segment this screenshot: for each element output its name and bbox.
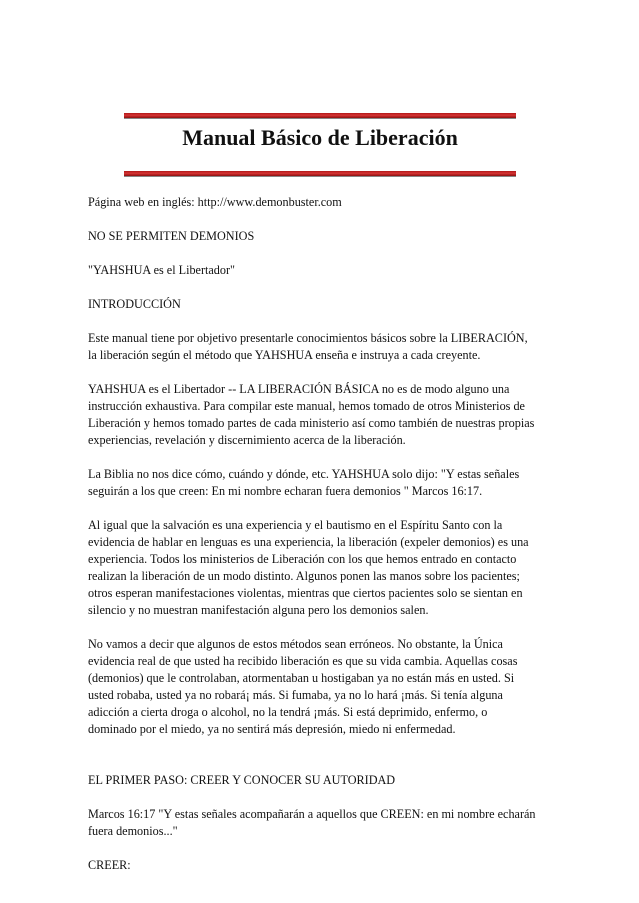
paragraph-evidence: No vamos a decir que algunos de estos métodos sean erróneos. No obstante, la Única evidencia real de que usted ha recibido liberación es que su vida cambia. Aquellas cosas (demonios) que le controlaban, atormentaban u hostigaban ya no están más en usted. Si usted robaba, usted ya no robará¡ más. Si fumaba, ya no lo hará ¡más. Si tenía alguna adicción a cierta droga o alcohol, no la tendrá ¡más. Si está deprimido, enfermo, o dominado por el miedo, ya no sentirá más depresión, miedo ni enfermedad. <box>88 637 518 736</box>
title-rule-top <box>124 113 516 118</box>
paragraph-liberator-quote: "YAHSHUA es el Libertador" <box>88 263 236 277</box>
document-title: Manual Básico de Liberación <box>182 125 458 150</box>
paragraph-intro-purpose: Este manual tiene por objetivo presentarle conocimientos básicos sobre la LIBERACIÓN, la liberación según el método que YAHSHUA enseña e instruya a cada creyente. <box>88 331 528 362</box>
document-body <box>88 194 558 891</box>
paragraph-bible-signs: La Biblia no nos dice cómo, cuándo y dónde, etc. YAHSHUA solo dijo: "Y estas señales seguirán a los que creen: En mi nombre echaran fuera demonios " Marcos 16:17. <box>88 467 520 498</box>
paragraph-basic-liberation: YAHSHUA es el Libertador -- LA LIBERACIÓN BÁSICA no es de modo alguno una instrucción exhaustiva. Para compilar este manual, hemos tomado de otros Ministerios de Liberación y hemos tomado partes de cada ministerio así como también de nuestras propias experiencias, revelación y discernimiento acerca de la liberación. <box>88 382 535 447</box>
paragraph-mark-quote: Marcos 16:17 "Y estas señales acompañarán a aquellos que CREEN: en mi nombre echarán fuera demonios..." <box>88 807 536 838</box>
heading-first-step: EL PRIMER PASO: CREER Y CONOCER SU AUTORIDAD <box>88 773 396 787</box>
paragraph-experience: Al igual que la salvación es una experiencia y el bautismo en el Espíritu Santo con la evidencia de hablar en lenguas es una experiencia, la liberación (expeler demonios) es una experiencia. Todos los ministerios de Liberación con los que hemos entrado en contacto realizan la liberación de un modo distinto. Algunos ponen las manos sobre los pacientes; otros esperan manifestaciones violentas, mientras que ciertos pacientes solo se sientan en silencio y no muestran manifestación alguna pero los demonios salen. <box>88 518 529 617</box>
title-rule-bottom <box>124 171 516 176</box>
heading-introduction: INTRODUCCIÓN <box>88 297 181 311</box>
paragraph-website: Página web en inglés: http://www.demonbuster.com <box>88 195 342 209</box>
heading-believe: CREER: <box>88 858 131 872</box>
paragraph-no-demons: NO SE PERMITEN DEMONIOS <box>88 229 255 243</box>
